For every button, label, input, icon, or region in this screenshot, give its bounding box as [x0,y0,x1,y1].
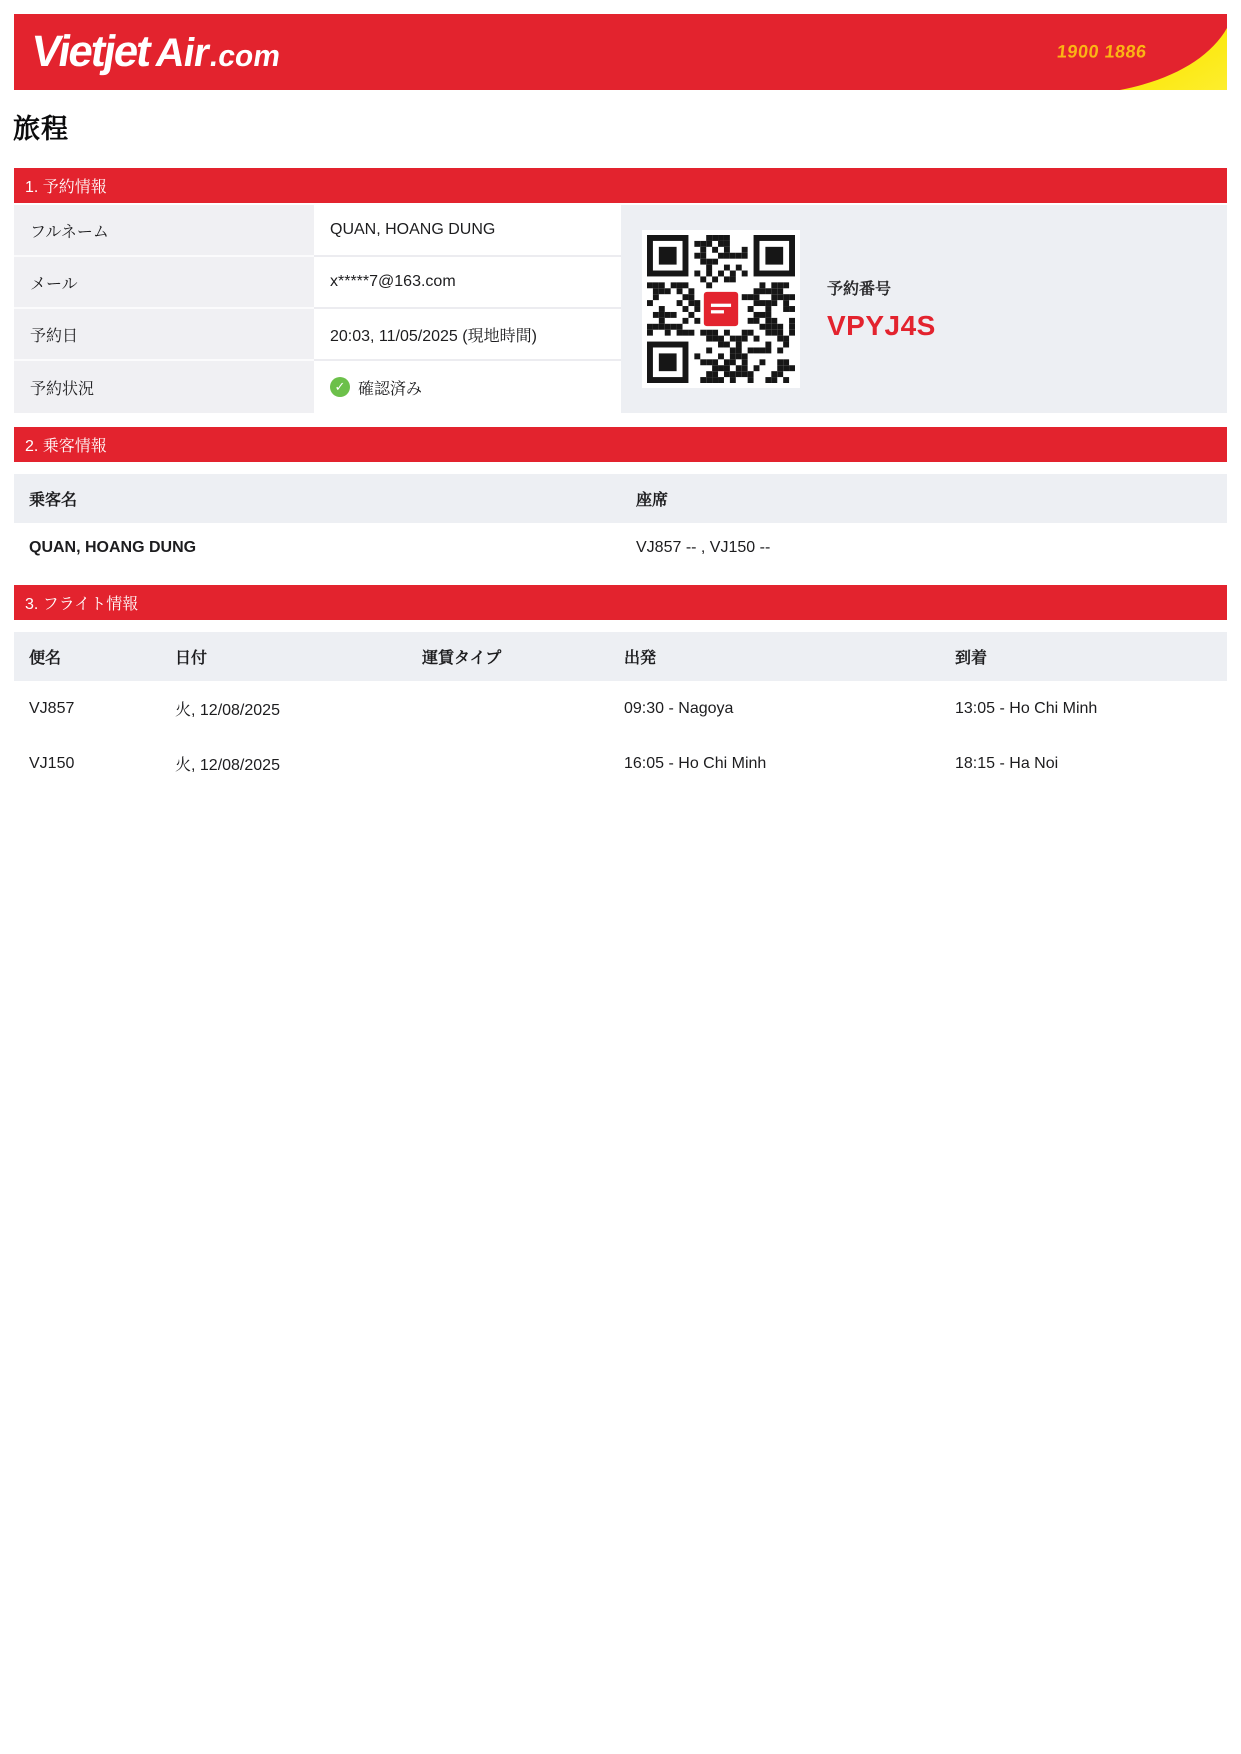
booking-ref-label: 予約番号 [827,281,892,298]
section-bar-booking-info [14,168,1227,203]
booking-row-fullname [14,205,621,257]
booking-ref-code: VPYJ4S [827,310,936,341]
booking-field-label: 予約状況 [14,361,314,413]
booking-field-value: 20:03, 11/05/2025 (現地時間) [314,309,621,361]
booking-field-value: x*****7@163.com [314,257,621,309]
logo-word-vietjet: Vietjet [28,27,154,76]
section-title: 1. 予約情報 [25,179,107,196]
booking-row-status [14,361,621,413]
booking-field-value: QUAN, HOANG DUNG [314,205,621,257]
header-bar [14,14,1227,90]
flight-number-cell: VJ150 [29,754,75,772]
passenger-table [14,474,1227,572]
flight-table-header [14,632,1227,681]
passenger-table-header [14,474,1227,523]
booking-ref-area [621,205,1227,413]
passenger-seats-cell: VJ857 -- , VJ150 -- [636,538,771,556]
flight-fare-cell [407,736,609,791]
booking-ref-block [827,276,936,342]
logo-word-air: Air [152,31,213,75]
hotline-number: 1900 1886 [1056,41,1149,62]
booking-field-label: メール [14,257,314,309]
flight-row [14,736,1227,791]
column-header-departure: 出発 [624,650,657,667]
page-title: 旅程 [13,114,69,144]
status-text: 確認済み [358,380,423,398]
booking-row-email [14,257,621,309]
column-header-fare-type: 運賃タイプ [422,650,502,667]
column-header-arrival: 到着 [955,650,988,667]
flight-arrival-cell: 13:05 - Ho Chi Minh [955,699,1098,717]
flight-number-cell: VJ857 [29,699,75,717]
column-header-passenger-name: 乗客名 [29,492,78,509]
booking-info-table [14,205,621,413]
flight-fare-cell [407,681,609,736]
booking-field-label: フルネーム [14,205,314,257]
check-circle-icon: ✓ [330,377,350,397]
booking-field-label: 予約日 [14,309,314,361]
booking-status-value [314,361,621,413]
booking-row-date [14,309,621,361]
flight-date-cell: 火, 12/08/2025 [175,702,280,719]
flight-departure-cell: 09:30 - Nagoya [624,699,734,717]
flight-arrival-cell: 18:15 - Ha Noi [955,754,1059,772]
yellow-corner-swoosh-icon [1102,14,1227,90]
passenger-row [14,523,1227,572]
vietjet-logo [28,27,285,77]
flight-table [14,632,1227,791]
section-bar-passenger-info [14,427,1227,462]
flight-row [14,681,1227,736]
passenger-name-cell: QUAN, HOANG DUNG [29,538,197,556]
column-header-flight: 便名 [29,650,62,667]
logo-suffix-com: .com [207,40,283,73]
column-header-date: 日付 [175,650,208,667]
flight-departure-cell: 16:05 - Ho Chi Minh [624,754,767,772]
flight-date-cell: 火, 12/08/2025 [175,757,280,774]
section-title: 3. フライト情報 [25,596,139,613]
qr-code [642,230,800,388]
booking-info-panel [14,205,1227,413]
section-title: 2. 乗客情報 [25,438,107,455]
section-bar-flight-info [14,585,1227,620]
column-header-seats: 座席 [636,492,669,509]
